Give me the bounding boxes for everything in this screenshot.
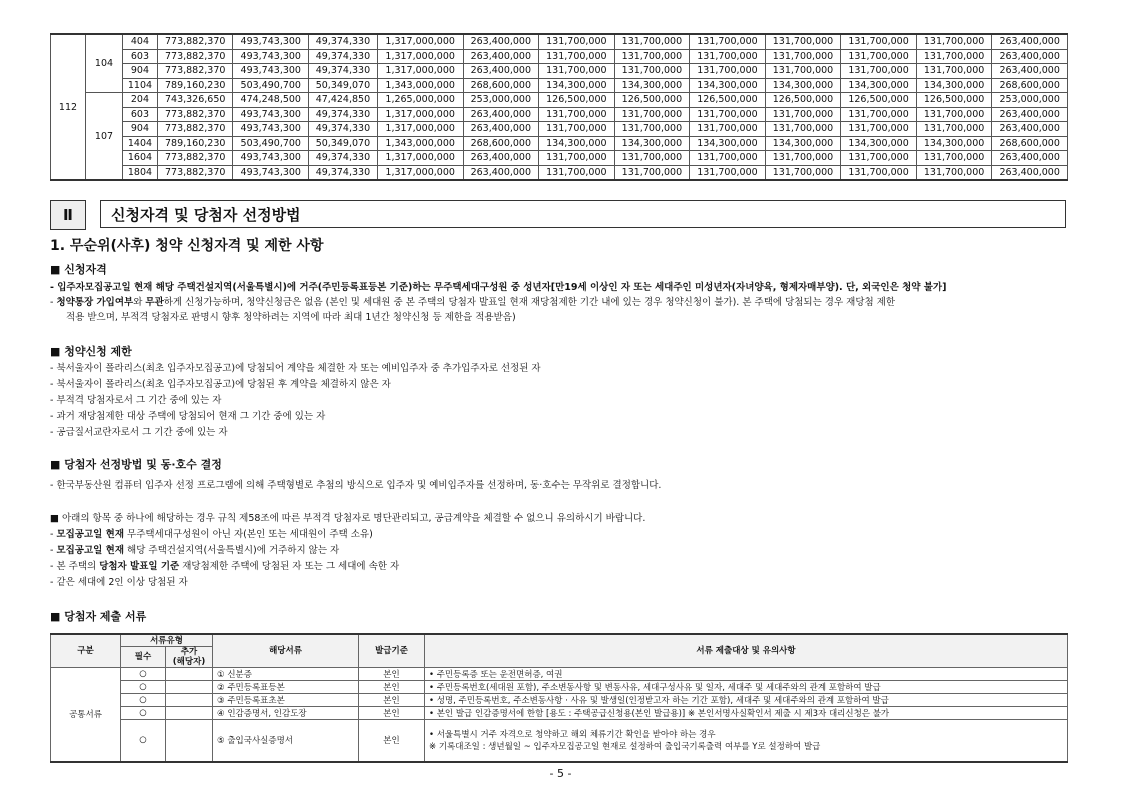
price-cell: 131,700,000	[841, 34, 917, 49]
price-cell: 126,500,000	[690, 93, 766, 108]
price-cell: 493,743,300	[233, 64, 309, 79]
price-cell: 268,600,000	[992, 136, 1068, 151]
limit-item: - 부적격 당첨자로서 그 기간 중에 있는 자	[50, 395, 222, 406]
doc-name: ③ 주민등록표초본	[213, 694, 359, 707]
price-cell: 1,343,000,000	[377, 136, 463, 151]
issuer: 본인	[359, 720, 425, 762]
price-cell: 134,300,000	[765, 78, 841, 93]
table-row	[51, 49, 1068, 64]
price-cell: 134,300,000	[841, 78, 917, 93]
issuer: 본인	[359, 668, 425, 681]
text: 와	[133, 297, 146, 308]
price-cell: 263,400,000	[463, 122, 539, 137]
price-cell: 493,743,300	[233, 34, 309, 49]
docs-title: ■ 당첨자 제출 서류	[50, 610, 147, 623]
header-category: 구분	[51, 634, 121, 668]
notice-item	[50, 544, 339, 558]
price-cell: 131,700,000	[539, 151, 615, 166]
note: • 주민등록번호(세대원 포함), 주소변동사항 및 변동사유, 세대구성사유 및 일자, 세대주 및 세대주와의 관계 포함하여 발급	[425, 681, 1068, 694]
section-header	[50, 200, 1068, 230]
dash: -	[50, 545, 57, 556]
price-cell: 1,343,000,000	[377, 78, 463, 93]
price-cell: 268,600,000	[992, 78, 1068, 93]
table-row	[51, 165, 1068, 180]
unit-cell: 404	[123, 34, 158, 49]
price-cell: 131,700,000	[539, 34, 615, 49]
limit-title: ■ 청약신청 제한	[50, 345, 132, 358]
price-cell: 1,317,000,000	[377, 64, 463, 79]
qual-line-1: - 입주자모집공고일 현재 해당 주택건설지역(서울특별시)에 거주(주민등록표등본 기준)하는 무주택세대구성원 중 성년자[만19세 이상인 자 또는 세대주인 미성년자(자녀양육, 형제자매부양). 단, 외국인은 청약 불가]	[50, 282, 947, 293]
price-cell: 131,700,000	[916, 64, 992, 79]
section-title: 신청자격 및 당첨자 선정방법	[100, 200, 1066, 228]
bold-text: 모집공고일 현재	[56, 545, 124, 556]
price-cell: 131,700,000	[690, 165, 766, 180]
price-cell: 126,500,000	[841, 93, 917, 108]
select-text: - 한국부동산원 컴퓨터 입주자 선정 프로그램에 의해 주택형별로 추첨의 방식으로 입주자 및 예비입주자를 선정하며, 동·호수는 무작위로 결정합니다.	[50, 480, 662, 491]
table-row	[51, 681, 1068, 694]
note: • 성명, 주민등록번호, 주소변동사항 · 사유 및 발생일(인정받고자 하는 기간 포함), 세대주 및 세대주와의 관계 포함하여 발급	[425, 694, 1068, 707]
table-row	[51, 107, 1068, 122]
price-cell: 789,160,230	[157, 136, 233, 151]
price-cell: 131,700,000	[539, 165, 615, 180]
price-cell: 131,700,000	[841, 107, 917, 122]
price-cell: 131,700,000	[916, 151, 992, 166]
price-cell: 131,700,000	[690, 107, 766, 122]
dash: -	[50, 529, 57, 540]
table-row	[51, 720, 1068, 762]
doc-name: ④ 인감증명서, 인감도장	[213, 707, 359, 720]
documents-table	[50, 633, 1068, 763]
price-cell: 131,700,000	[916, 49, 992, 64]
extra-mark	[166, 668, 213, 681]
price-cell: 253,000,000	[463, 93, 539, 108]
price-cell: 49,374,330	[309, 165, 378, 180]
price-cell: 131,700,000	[614, 49, 690, 64]
price-cell: 773,882,370	[157, 122, 233, 137]
unit-cell: 603	[123, 107, 158, 122]
table-row	[51, 668, 1068, 681]
doc-name: ① 신분증	[213, 668, 359, 681]
price-cell: 263,400,000	[463, 34, 539, 49]
qual-line-2	[50, 296, 895, 310]
price-cell: 134,300,000	[765, 136, 841, 151]
notice-item	[50, 560, 399, 574]
note	[425, 720, 1068, 762]
qual-line-3: 적용 받으며, 부적격 당첨자로 판명시 향후 청약하려는 지역에 따라 최대 1년간 청약신청 등 제한을 적용받음)	[66, 312, 516, 323]
price-cell: 131,700,000	[690, 151, 766, 166]
price-cell: 131,700,000	[841, 64, 917, 79]
dong-cell: 107	[86, 93, 123, 181]
price-cell: 134,300,000	[690, 136, 766, 151]
type-cell: 112	[51, 34, 86, 180]
notice-item	[50, 528, 373, 542]
price-cell: 131,700,000	[841, 165, 917, 180]
price-cell: 134,300,000	[841, 136, 917, 151]
price-cell: 131,700,000	[916, 107, 992, 122]
table-row	[51, 93, 1068, 108]
qual-title: ■ 신청자격	[50, 263, 107, 276]
unit-cell: 1604	[123, 151, 158, 166]
price-cell: 789,160,230	[157, 78, 233, 93]
table-row	[51, 707, 1068, 720]
price-cell: 50,349,070	[309, 78, 378, 93]
price-cell: 131,700,000	[841, 122, 917, 137]
text: 해당 주택건설지역(서울특별시)에 거주하지 않는 자	[124, 545, 340, 556]
price-cell: 773,882,370	[157, 151, 233, 166]
table-row	[51, 151, 1068, 166]
price-cell: 131,700,000	[614, 165, 690, 180]
notice-title: ■ 아래의 항목 중 하나에 해당하는 경우 규칙 제58조에 따른 부적격 당첨자로 명단관리되고, 공급계약을 체결할 수 없으니 유의하시기 바랍니다.	[50, 513, 646, 524]
price-cell: 134,300,000	[614, 136, 690, 151]
text: 무주택세대구성원이 아닌 자(본인 또는 세대원이 주택 소유)	[124, 529, 373, 540]
table-row	[51, 136, 1068, 151]
price-cell: 131,700,000	[690, 34, 766, 49]
extra-mark	[166, 720, 213, 762]
price-cell: 268,600,000	[463, 78, 539, 93]
extra-mark	[166, 681, 213, 694]
price-cell: 49,374,330	[309, 107, 378, 122]
price-cell: 503,490,700	[233, 136, 309, 151]
price-table	[50, 33, 1068, 181]
price-cell: 126,500,000	[614, 93, 690, 108]
price-cell: 1,317,000,000	[377, 49, 463, 64]
price-cell: 131,700,000	[765, 64, 841, 79]
price-cell: 134,300,000	[614, 78, 690, 93]
price-cell: 131,700,000	[690, 64, 766, 79]
header-issuer: 발급기준	[359, 634, 425, 668]
issuer: 본인	[359, 681, 425, 694]
section-number: Ⅱ	[50, 200, 86, 230]
price-cell: 131,700,000	[765, 122, 841, 137]
price-cell: 743,326,650	[157, 93, 233, 108]
required-mark: ○	[121, 720, 166, 762]
price-cell: 134,300,000	[690, 78, 766, 93]
price-cell: 773,882,370	[157, 165, 233, 180]
required-mark: ○	[121, 694, 166, 707]
text: 본 주택의	[56, 561, 100, 572]
price-cell: 131,700,000	[765, 151, 841, 166]
price-cell: 773,882,370	[157, 34, 233, 49]
price-cell: 474,248,500	[233, 93, 309, 108]
price-cell: 131,700,000	[539, 49, 615, 64]
notice-item: - 같은 세대에 2인 이상 당첨된 자	[50, 577, 188, 588]
price-cell: 1,317,000,000	[377, 151, 463, 166]
price-cell: 773,882,370	[157, 49, 233, 64]
price-cell: 49,374,330	[309, 49, 378, 64]
price-cell: 131,700,000	[841, 49, 917, 64]
price-cell: 773,882,370	[157, 64, 233, 79]
heading-qualification: 1. 무순위(사후) 청약 신청자격 및 제한 사항	[50, 238, 324, 254]
table-row	[51, 78, 1068, 93]
price-cell: 503,490,700	[233, 78, 309, 93]
text: 하게 신청가능하며, 청약신청금은 없음 (본인 및 세대원 중 본 주택의 당첨자 발표일 현재 재당첨제한 기간 내에 있는 경우 청약신청이 불가). 본 주택에 당첨되는 경우 재당첨 제한	[163, 297, 896, 308]
required-mark: ○	[121, 707, 166, 720]
price-cell: 263,400,000	[992, 49, 1068, 64]
price-cell: 263,400,000	[992, 151, 1068, 166]
price-cell: 268,600,000	[463, 136, 539, 151]
price-cell: 131,700,000	[614, 64, 690, 79]
price-cell: 263,400,000	[463, 165, 539, 180]
price-cell: 50,349,070	[309, 136, 378, 151]
price-cell: 263,400,000	[992, 122, 1068, 137]
table-row	[51, 64, 1068, 79]
price-cell: 263,400,000	[463, 107, 539, 122]
price-cell: 47,424,850	[309, 93, 378, 108]
price-cell: 134,300,000	[539, 78, 615, 93]
header-extra: 추가 (해당자)	[166, 647, 213, 668]
price-cell: 493,743,300	[233, 165, 309, 180]
bold-text: 당첨자 발표일 기준	[99, 561, 180, 572]
doc-name: ② 주민등록표등본	[213, 681, 359, 694]
extra-mark	[166, 707, 213, 720]
note-line: • 서울특별시 거주 자격으로 청약하고 해외 체류기간 확인을 받아야 하는 경우	[429, 730, 716, 741]
header-doc: 해당서류	[213, 634, 359, 668]
bold-text: 무관	[145, 297, 164, 308]
table-row	[51, 122, 1068, 137]
limit-item: - 북서울자이 폴라리스(최초 입주자모집공고)에 당첨되어 계약을 체결한 자 또는 예비입주자 중 추가입주자로 선정된 자	[50, 363, 541, 374]
price-cell: 126,500,000	[765, 93, 841, 108]
price-cell: 493,743,300	[233, 151, 309, 166]
unit-cell: 904	[123, 64, 158, 79]
limit-item: - 과거 재당첨제한 대상 주택에 당첨되어 현재 그 기간 중에 있는 자	[50, 411, 326, 422]
price-cell: 49,374,330	[309, 34, 378, 49]
issuer: 본인	[359, 694, 425, 707]
price-cell: 134,300,000	[539, 136, 615, 151]
price-cell: 49,374,330	[309, 64, 378, 79]
price-cell: 263,400,000	[992, 34, 1068, 49]
table-row	[51, 34, 1068, 49]
price-cell: 131,700,000	[614, 151, 690, 166]
price-cell: 493,743,300	[233, 122, 309, 137]
price-cell: 131,700,000	[539, 107, 615, 122]
note: • 주민등록증 또는 운전면허증, 여권	[425, 668, 1068, 681]
page-number: - 5 -	[549, 767, 572, 780]
bold-text: 모집공고일 현재	[56, 529, 124, 540]
unit-cell: 1104	[123, 78, 158, 93]
dong-cell: 104	[86, 34, 123, 93]
note-line: ※ 기록대조일 : 생년월일 ~ 입주자모집공고일 현재로 설정하여 출입국기록출력 여부를 Y로 설정하여 발급	[429, 742, 821, 753]
header-type: 서류유형	[121, 634, 213, 647]
dash: -	[50, 561, 57, 572]
price-cell: 263,400,000	[463, 151, 539, 166]
bold-text: 청약통장 가입여부	[56, 297, 134, 308]
note: • 본인 발급 인감증명서에 한함 [용도 : 주택공급신청용(본인 발급용)] ※ 본인서명사실확인서 제출 시 제3자 대리신청은 불가	[425, 707, 1068, 720]
price-cell: 131,700,000	[765, 34, 841, 49]
text: 재당첨제한 주택에 당첨된 자 또는 그 세대에 속한 자	[179, 561, 400, 572]
dash: -	[50, 297, 57, 308]
price-cell: 131,700,000	[690, 122, 766, 137]
price-cell: 131,700,000	[539, 64, 615, 79]
price-cell: 49,374,330	[309, 151, 378, 166]
price-cell: 263,400,000	[463, 64, 539, 79]
price-cell: 1,317,000,000	[377, 122, 463, 137]
price-cell: 131,700,000	[765, 165, 841, 180]
price-cell: 1,317,000,000	[377, 107, 463, 122]
price-cell: 493,743,300	[233, 107, 309, 122]
price-cell: 134,300,000	[916, 78, 992, 93]
price-cell: 131,700,000	[614, 107, 690, 122]
unit-cell: 204	[123, 93, 158, 108]
price-cell: 773,882,370	[157, 107, 233, 122]
price-cell: 131,700,000	[841, 151, 917, 166]
doc-name: ⑤ 출입국사실증명서	[213, 720, 359, 762]
price-cell: 131,700,000	[916, 165, 992, 180]
unit-cell: 1404	[123, 136, 158, 151]
price-cell: 131,700,000	[765, 49, 841, 64]
price-cell: 49,374,330	[309, 122, 378, 137]
price-cell: 263,400,000	[992, 64, 1068, 79]
extra-mark	[166, 694, 213, 707]
header-required: 필수	[121, 647, 166, 668]
category-cell: 공통서류	[51, 668, 121, 762]
issuer: 본인	[359, 707, 425, 720]
price-cell: 493,743,300	[233, 49, 309, 64]
price-cell: 131,700,000	[614, 34, 690, 49]
header-notes: 서류 제출대상 및 유의사항	[425, 634, 1068, 668]
unit-cell: 603	[123, 49, 158, 64]
price-cell: 263,400,000	[992, 165, 1068, 180]
price-cell: 126,500,000	[916, 93, 992, 108]
unit-cell: 904	[123, 122, 158, 137]
price-cell: 253,000,000	[992, 93, 1068, 108]
price-cell: 131,700,000	[916, 122, 992, 137]
price-cell: 126,500,000	[539, 93, 615, 108]
price-cell: 131,700,000	[765, 107, 841, 122]
limit-item: - 공급질서교란자로서 그 기간 중에 있는 자	[50, 427, 228, 438]
price-cell: 131,700,000	[539, 122, 615, 137]
price-cell: 134,300,000	[916, 136, 992, 151]
price-cell: 1,265,000,000	[377, 93, 463, 108]
price-cell: 263,400,000	[992, 107, 1068, 122]
price-cell: 1,317,000,000	[377, 165, 463, 180]
price-cell: 1,317,000,000	[377, 34, 463, 49]
price-cell: 131,700,000	[690, 49, 766, 64]
price-cell: 263,400,000	[463, 49, 539, 64]
required-mark: ○	[121, 668, 166, 681]
unit-cell: 1804	[123, 165, 158, 180]
select-title: ■ 당첨자 선정방법 및 동·호수 결정	[50, 458, 222, 471]
price-cell: 131,700,000	[614, 122, 690, 137]
price-cell: 131,700,000	[916, 34, 992, 49]
table-row	[51, 694, 1068, 707]
limit-item: - 북서울자이 폴라리스(최초 입주자모집공고)에 당첨된 후 계약을 체결하지 않은 자	[50, 379, 391, 390]
required-mark: ○	[121, 681, 166, 694]
